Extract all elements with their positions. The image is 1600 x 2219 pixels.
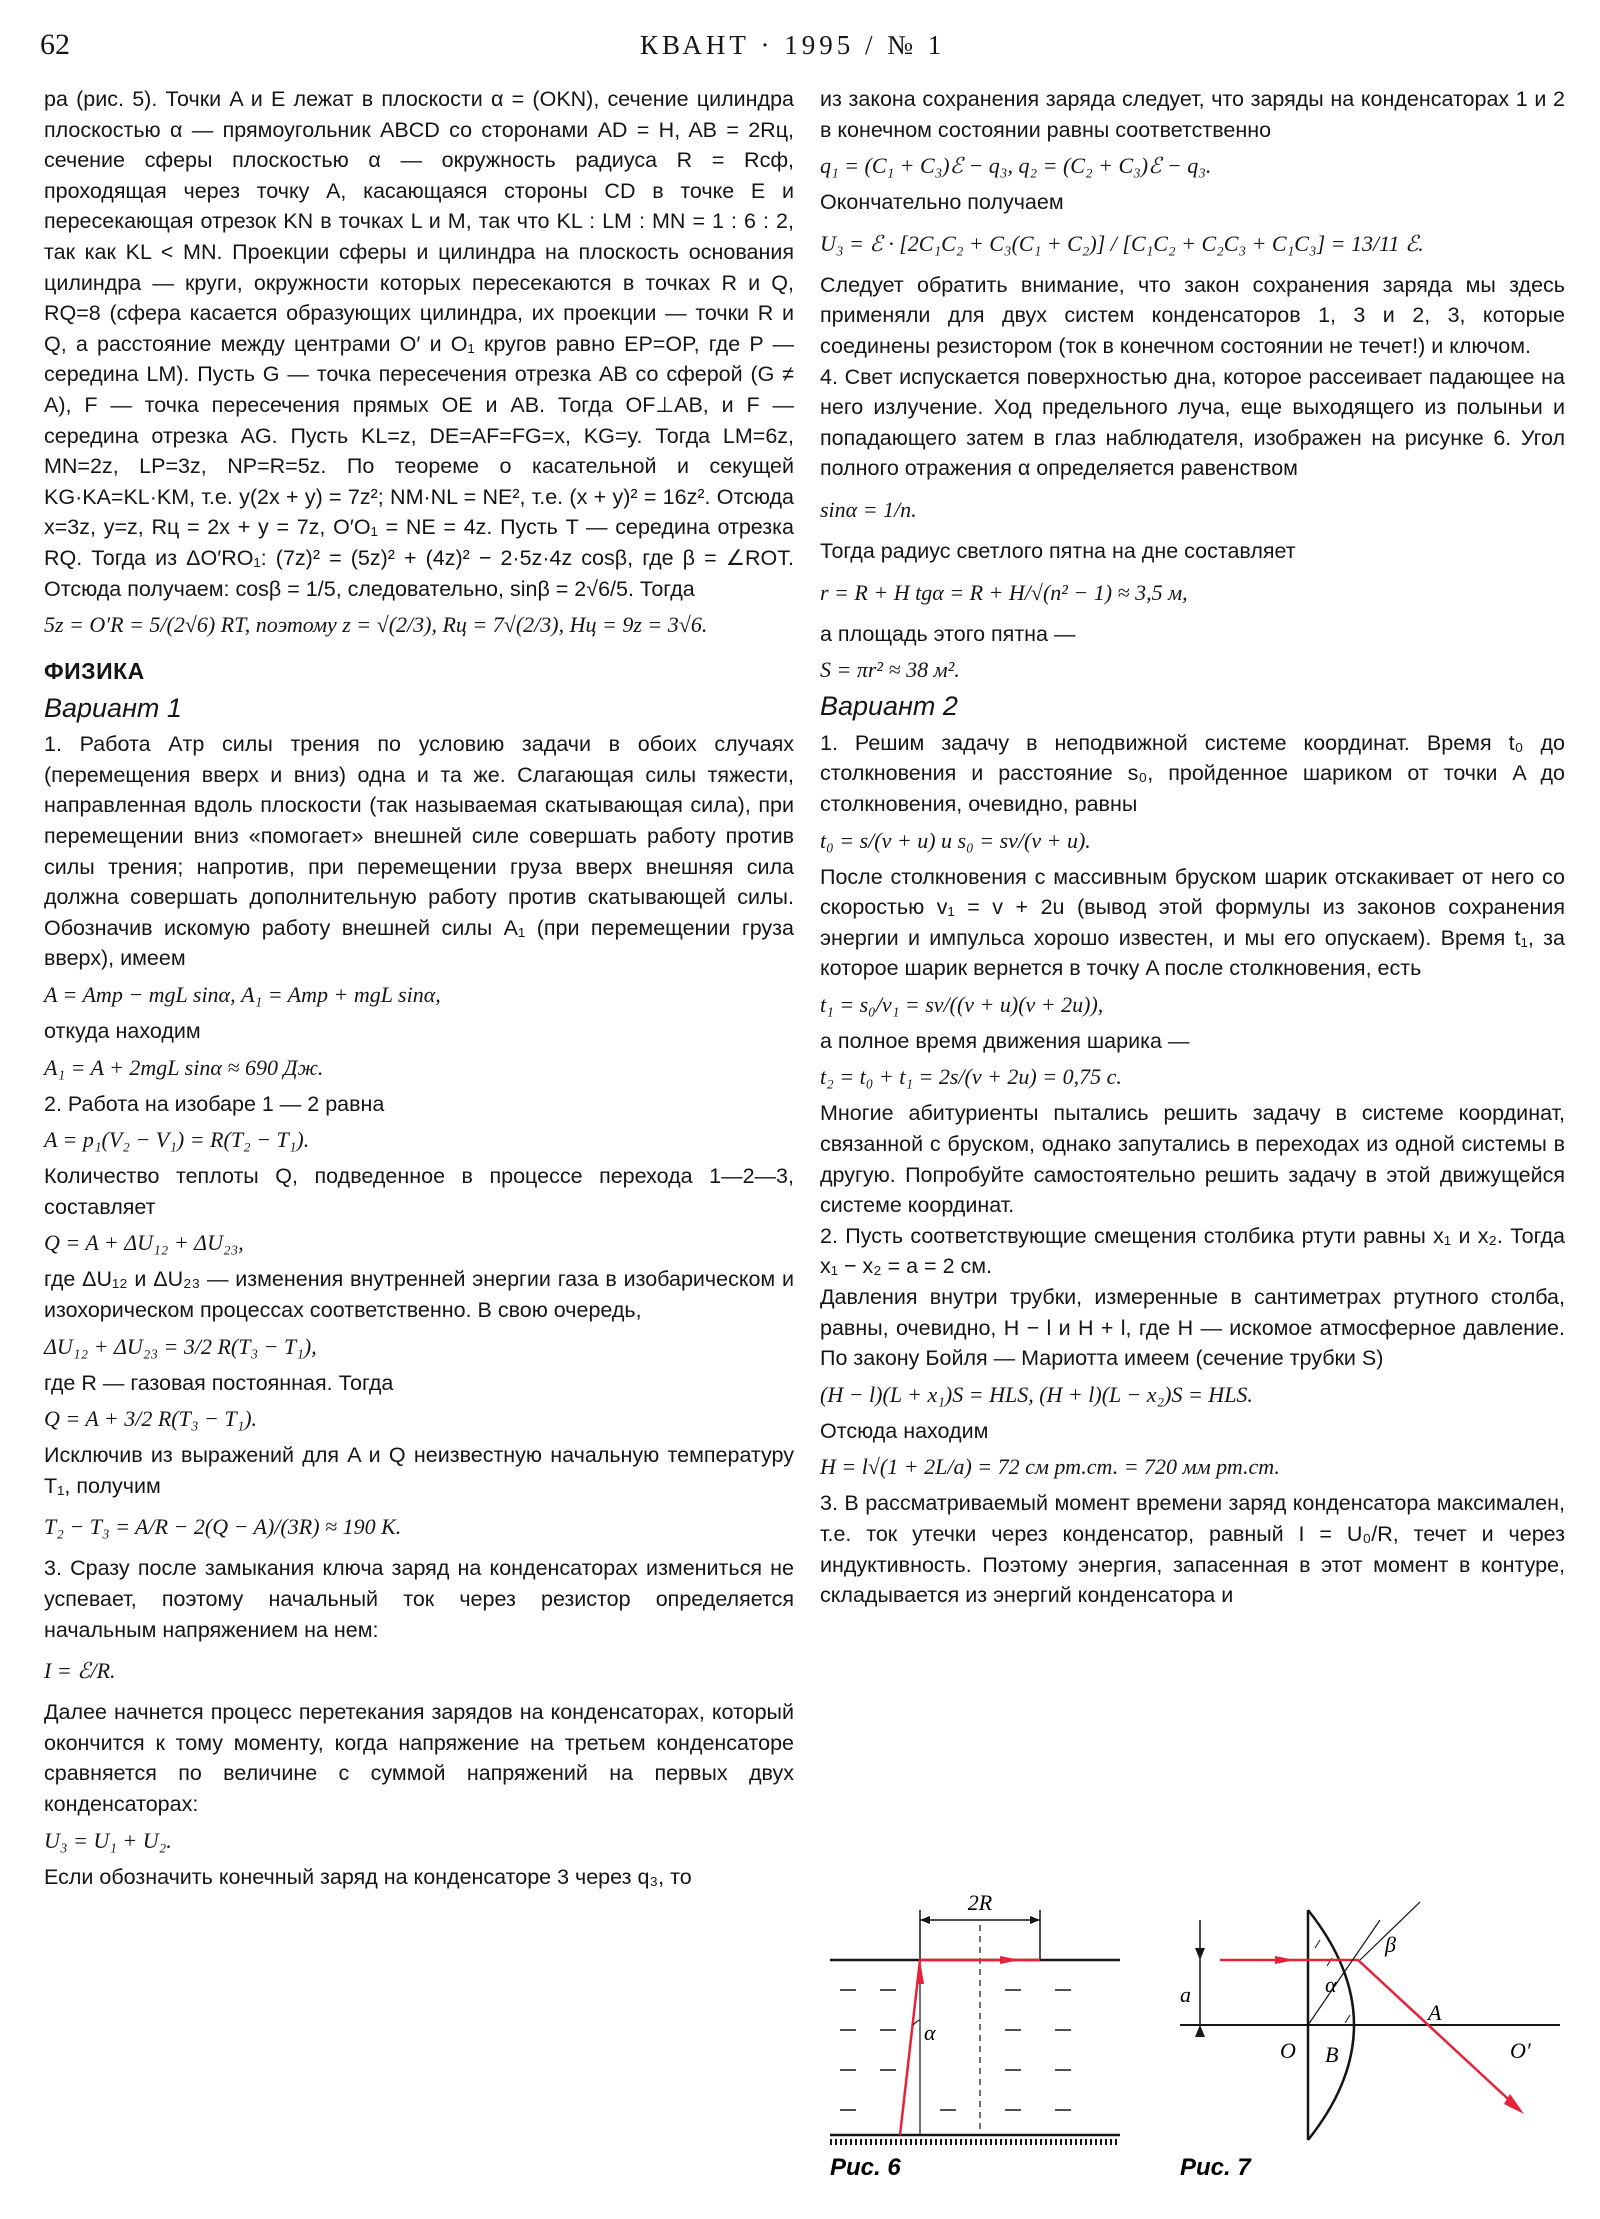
v2-task-1-equation-1: t₀ = s/(v + u) и s₀ = sv/(v + u). — [820, 827, 1091, 853]
fig7-label-o-prime: O′ — [1510, 2038, 1531, 2063]
task-3-equation-2: U₃ = U₁ + U₂. — [44, 1827, 172, 1853]
water-dashes — [840, 1990, 1071, 2110]
v2-task-2-equation-1: (H − l)(L + x₁)S = HLS, (H + l)(L − x₂)S = HLS. — [820, 1381, 1253, 1407]
v2-task-3-text: 3. В рассматриваемый момент времени заряд конденсатора максимален, т.е. ток утечки через конденсатор, равный I = U₀/R, течет и через индуктивность. Поэтому энергия, запасенная в этот момент в контуре, складывается из энергий конденсатора и — [820, 1491, 1565, 1608]
charges-equation: q₁ = (C₁ + C₃)ℰ − q₃, q₂ = (C₂ + C₃)ℰ − q₃. — [820, 153, 1212, 179]
v2-task-2-equation-2: H = l√(1 + 2L/a) = 72 см рт.ст. = 720 мм рт.ст. — [820, 1454, 1280, 1480]
task-4-equation-2: r = R + H tgα = R + H/√(n² − 1) ≈ 3,5 м, — [820, 579, 1188, 605]
v2-task-1-text-3: а полное время движения шарика — — [820, 1028, 1190, 1053]
task-4-text-3: а площадь этого пятна — — [820, 621, 1076, 646]
fig7-label-a: a — [1180, 1982, 1191, 2007]
fig7-label-a-point: A — [1428, 2000, 1442, 2025]
task-3-text-2: Далее начнется процесс перетекания зарядов на конденсаторах, который окончится к тому моменту, когда напряжение на третьем конденсаторе сравняется по величине с суммой напряжений на первых двух конденсаторах: — [44, 1700, 794, 1816]
geometry-final-equation: 5z = O′R = 5/(2√6) RT, поэтому z = √(2/3), Rц = 7√(2/3), Hц = 9z = 3√6. — [44, 612, 708, 638]
task-1-text: 1. Работа Aтр силы трения по условию задачи в обоих случаях (перемещения вверх и вниз) одна и та же. Слагающая силы тяжести, направленная вдоль плоскости (так называемая скатывающая сила), при перемещении вниз «помогает» внешней силе совершать работу против силы трения; напротив, при перемещении груза вверх внешняя сила должна совершать дополнительную работу против скатывающей силы. Обозначив искомую работу внешней силы A₁ (при перемещении груза вверх), имеем — [44, 732, 794, 971]
variant-1-title: Вариант 1 — [44, 692, 182, 723]
v2-task-1-equation-2: t₁ = s₀/v₁ = sv/((v + u)(v + 2u)), — [820, 991, 1104, 1017]
task-1-text-2: откуда находим — [44, 1019, 201, 1044]
right-column — [820, 84, 1565, 1611]
task-2-equation-1: A = p₁(V₂ − V₁) = R(T₂ − T₁). — [44, 1127, 310, 1153]
page-number: 62 — [40, 28, 70, 61]
task-4-equation-3: S = πr² ≈ 38 м². — [820, 657, 960, 683]
figures-svg — [820, 1880, 1565, 2180]
fig6-label-2r: 2R — [967, 1890, 993, 1915]
task-4-text: 4. Свет испускается поверхностью дна, которое рассеивает падающее на него излучение. Ход предельного луча, еще выходящего из полыньи и попадающего затем в глаз наблюдателя, изображен на рисунке 6. Угол полного отражения α определяется равенством — [820, 364, 1565, 481]
fig7-caption: Рис. 7 — [1180, 2154, 1251, 2180]
dim-arrow-left — [920, 1916, 930, 1924]
fig6-caption: Рис. 6 — [830, 2154, 901, 2180]
a-arrow-bottom — [1195, 2025, 1205, 2037]
ray-arrow-up — [916, 1960, 924, 1984]
fig6-label-alpha: α — [924, 2020, 936, 2045]
a-arrow-top — [1195, 1948, 1205, 1960]
task-3-text-3: Если обозначить конечный заряд на конденсаторе 3 через q₃, то — [44, 1864, 692, 1889]
limit-ray — [900, 1960, 1040, 2135]
task-3-remark: Следует обратить внимание, что закон сохранения заряда мы здесь применяли для двух систем конденсаторов 1, 3 и 2, 3, которые соединены резистором (ток в конечном состоянии не течет!) и ключом. — [820, 272, 1565, 358]
dim-arrow-right — [1030, 1916, 1040, 1924]
variant-2-title: Вариант 2 — [820, 691, 958, 722]
v2-task-1-text-4: Многие абитуриенты пытались решить задачу в системе координат, связанной с бруском, однако запутались в переходах из одной системы в другую. Попробуйте самостоятельно решить задачу в этой движущейся системе координат. — [820, 1101, 1565, 1218]
fig7-label-o: O — [1280, 2038, 1296, 2063]
task-2-text-4: где R — газовая постоянная. Тогда — [44, 1370, 394, 1395]
task-4-text-2: Тогда радиус светлого пятна на дне составляет — [820, 538, 1296, 563]
task-3-continuation: из закона сохранения заряда следует, что заряды на конденсаторах 1 и 2 в конечном состоянии равны соответственно — [820, 87, 1565, 142]
running-title: КВАНТ · 1995 / № 1 — [640, 30, 946, 60]
v2-task-2-text-2: Давления внутри трубки, измеренные в сантиметрах ртутного столба, равны, очевидно, H − l и H + l, где H — искомое атмосферное давление. По закону Бойля — Мариотта имеем (сечение трубки S) — [820, 1285, 1565, 1371]
figure-6 — [830, 1890, 1120, 2180]
task-3-text: 3. Сразу после замыкания ключа заряд на конденсаторах измениться не успевает, поэтому начальный ток через резистор определяется начальным напряжением на нем: — [44, 1556, 794, 1642]
task-2-text-5: Исключив из выражений для A и Q неизвестную начальную температуру T₁, получим — [44, 1443, 794, 1498]
u3-equation: U₃ = ℰ · [2C₁C₂ + C₃(C₁ + C₂)] / [C₁C₂ + C₂C₃ + C₁C₃] = 13/11 ℰ. — [820, 230, 1424, 256]
fig7-label-beta: β — [1385, 1932, 1396, 1957]
v2-task-2-text-3: Отсюда находим — [820, 1418, 989, 1443]
task-3-equation-1: I = ℰ/R. — [44, 1658, 116, 1684]
v2-task-1-text-2: После столкновения с массивным бруском шарик отскакивает от него со скоростью v₁ = v + 2u (вывод этой формулы из законов сохранения энергии и импульса хорошо известен, и мы его опускаем). Время t₁, за которое шарик вернется в точку A после столкновения, есть — [820, 864, 1565, 981]
v2-task-1-equation-3: t₂ = t₀ + t₁ = 2s/(v + 2u) = 0,75 с. — [820, 1064, 1122, 1090]
radius-line — [1308, 1920, 1380, 2025]
task-1-equation-1: A = Aтр − mgL sinα, A₁ = Aтр + mgL sinα, — [44, 982, 441, 1008]
ray7-arrow-1 — [1275, 1956, 1295, 1964]
task-1-equation-2: A₁ = A + 2mgL sinα ≈ 690 Дж. — [44, 1054, 324, 1080]
task-2-equation-4: Q = A + 3/2 R(T₃ − T₁). — [44, 1406, 258, 1432]
figures-area — [820, 1880, 1565, 2180]
section-title-physics: ФИЗИКА — [44, 658, 145, 685]
task-2-intro: 2. Работа на изобаре 1 — 2 равна — [44, 1091, 385, 1116]
v2-task-1-text: 1. Решим задачу в неподвижной системе координат. Время t₀ до столкновения и расстояние s₀, пройденное шариком от точки A до столкновения, очевидно, равны — [820, 730, 1565, 816]
task-4-equation-1: sinα = 1/n. — [820, 496, 917, 522]
left-column — [44, 84, 794, 1892]
task-2-equation-5: T₂ − T₃ = A/R − 2(Q − A)/(3R) ≈ 190 K. — [44, 1514, 402, 1540]
v2-task-2-text: 2. Пусть соответствующие смещения столбика ртути равны x₁ и x₂. Тогда x₁ − x₂ = a = 2 см. — [820, 1223, 1565, 1279]
geometry-solution-end: ра (рис. 5). Точки A и E лежат в плоскости α = (OKN), сечение цилиндра плоскостью α — прямоугольник ABCD со сторонами AD = H, AB = 2Rц, сечение сферы плоскостью α — окружность радиуса R = Rсф, проходящая через точку A, касающаяся стороны CD в точке E и пересекающая отрезок KN в точках L и M, так что KL : LM : MN = 1 : 6 : 2, так как KL < MN. Проекции сферы и цилиндра на плоскость основания цилиндра — круги, окружности которых пересекаются в точках R и Q, RQ=8 (сфера касается образующих цилиндра, их проекции — точки R и Q, а расстояние между центрами O′ и O₁ кругов равно EP=OP, где P — середина LM). Пусть G — точка пересечения отрезка AB со сферой (G ≠ A), F — точка пересечения прямых OE и AB. Тогда OF⊥AB, и F — середина отрезка AG. Пусть KL=z, DE=AF=FG=x, KG=y. Тогда LM=6z, MN=2z, LP=3z, NP=R=5z. По теореме о касательной и секущей KG·KA=KL·KM, т.е. y(2x + y) = 7z²; NM·NL = NE², т.е. (x + y)² = 16z². Отсюда x=3z, y=z, Rц = 2x + y = 7z, O′O₁ = NE = 4z. Пусть T — середина отрезка RQ. Тогда из ΔO′RO₁: (7z)² = (5z)² + (4z)² − 2·5z·4z cosβ, где β = ∠ROT. Отсюда получаем: cosβ = 1/5, следовательно, sinβ = 2√6/5. Тогда — [44, 87, 794, 601]
fig7-label-b: B — [1325, 2042, 1339, 2067]
page-header — [40, 28, 1560, 72]
task-2-text-2: Количество теплоты Q, подведенное в процессе перехода 1—2—3, составляет — [44, 1164, 794, 1219]
refracted-ray — [1220, 1960, 1520, 2110]
task-2-equation-3: ΔU₁₂ + ΔU₂₃ = 3/2 R(T₃ − T₁), — [44, 1333, 317, 1359]
fig7-label-alpha: α — [1325, 1972, 1337, 1997]
task-2-text-3: где ΔU₁₂ и ΔU₂₃ — изменения внутренней энергии газа в изобарическом и изохорическом процессах соответственно. В свою очередь, — [44, 1267, 794, 1322]
figure-7 — [1180, 1902, 1560, 2180]
task-3-text-final: Окончательно получаем — [820, 190, 1064, 215]
ray-arrow-right — [1000, 1956, 1020, 1964]
task-2-equation-2: Q = A + ΔU₁₂ + ΔU₂₃, — [44, 1230, 244, 1256]
